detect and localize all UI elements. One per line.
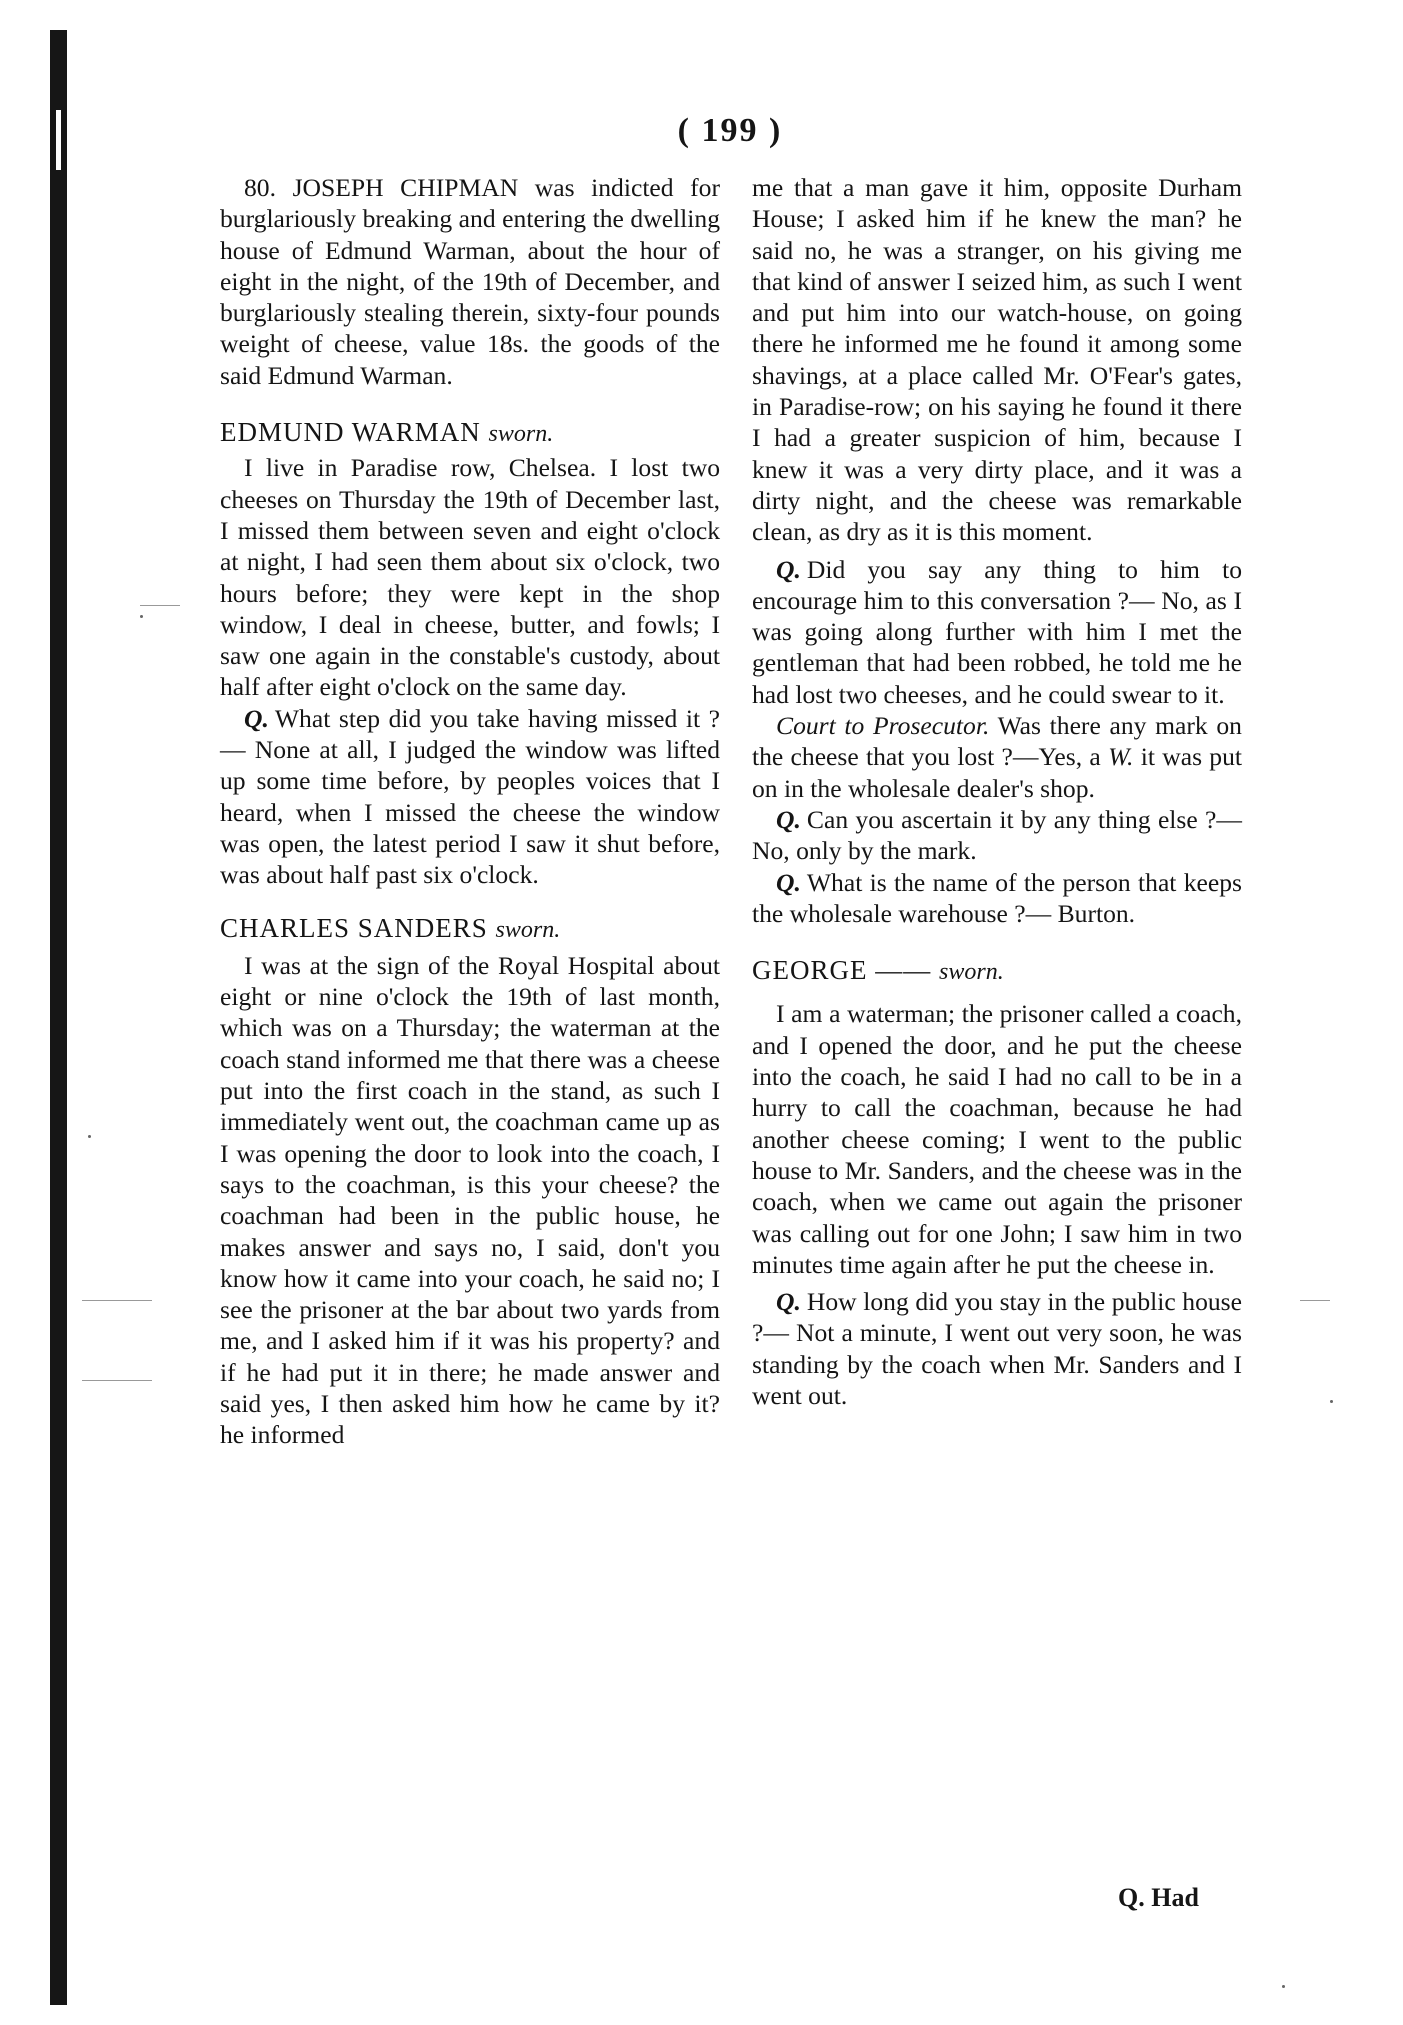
scan-dash (82, 1380, 152, 1381)
scan-dash (1300, 1300, 1330, 1301)
warman-testimony: I live in Paradise row, Chelsea. I lost two cheeses on Thursday the 19th of December last, I missed them between seven and eight o'clock at night, I had seen them about six o'clock, two hours before; they were kept in the shop window, I deal in cheese, butter, and fowls; I saw one again in the constable's custody, about half after eight o'clock on the same day. (220, 453, 720, 702)
question-text: Did you say any thing to him to encourage him to this conversation ?— No, as I was going along further with him I met the gentleman that had been robbed, he told me he had lost two cheeses, and he could swear to it. (752, 554, 1242, 709)
sworn-label: sworn. (488, 421, 554, 448)
scan-speck (1330, 1400, 1333, 1403)
catchword: Q. Had (1118, 1883, 1199, 1912)
sanders-question-1 (752, 554, 1242, 710)
sanders-testimony: I was at the sign of the Royal Hospital about eight or nine o'clock the 19th of last month, which was on a Thursday; the waterman at the coach stand informed me that there was a cheese put into the first coach in the stand, as such I immediately went out, the coachman came up as I was opening the door to look into the coach, I says to the coachman, is this your cheese? the coachman had been in the public house, he makes answer and says no, I said, don't you know how it came into your coach, he said no; I see the prisoner at the bar about two yards from me, and I asked him if it was his property? and if he had put it in there; he made answer and said yes, I then asked him how he came by it? he informed (220, 950, 720, 1450)
page-number: ( 199 ) (677, 112, 783, 149)
question-text: What is the name of the person that keeps the wholesale warehouse ?— Burton. (752, 867, 1242, 928)
mark-letter: W. (1108, 742, 1134, 772)
question-mark: Q. (776, 1287, 801, 1317)
sanders-question-3 (752, 867, 1242, 930)
scan-speck (88, 1135, 91, 1138)
binding-edge (50, 30, 67, 2005)
witness-name: GEORGE —— (752, 955, 932, 986)
question-text: What step did you take having missed it ?— None at all, I judged the window was lifted up some time before, by peoples voices that I heard, when I missed the cheese the window was open, the latest period I saw it shut before, was about half past six o'clock. (220, 703, 720, 890)
scan-dash (82, 1300, 152, 1301)
scan-speck (1282, 1985, 1285, 1988)
left-column (220, 172, 720, 1451)
court-question-text-a: Was there any mark on the cheese that you lost ?—Yes, a (752, 711, 1242, 772)
george-question-1 (752, 1286, 1242, 1411)
witness-heading-george (752, 955, 1242, 988)
question-text: How long did you stay in the public house ?— Not a minute, I went out very soon, he was standing by the coach when Mr. Sanders and I went out. (752, 1287, 1242, 1410)
warman-question-1 (220, 703, 720, 891)
witness-heading-sanders (220, 913, 720, 946)
right-column (752, 172, 1242, 1411)
case-intro: 80. JOSEPH CHIPMAN was indicted for burglariously breaking and entering the dwelling house of Edmund Warman, about the hour of eight in the night, of the 19th of December, and burglariously stealing therein, sixty-four pounds weight of cheese, value 18s. the goods of the said Edmund Warman. (220, 173, 720, 390)
court-question-text-b: it was put on in the wholesale dealer's shop. (752, 742, 1243, 803)
scan-dash (140, 605, 180, 606)
question-text: Can you ascertain it by any thing else ?—No, only by the mark. (752, 804, 1242, 866)
question-mark: Q. (244, 703, 269, 733)
witness-name: EDMUND WARMAN (220, 417, 481, 448)
sworn-label: sworn. (495, 916, 561, 943)
witness-heading-warman (220, 417, 720, 450)
witness-name: CHARLES SANDERS (220, 912, 488, 943)
question-mark: Q. (776, 554, 801, 584)
question-mark: Q. (776, 867, 801, 897)
court-question (752, 710, 1242, 804)
sanders-testimony-continued: me that a man gave it him, opposite Durham House; I asked him if he knew the man? he said no, he was a stranger, on his giving me that kind of answer I seized him, as such I went and put him into our watch-house, on going there he informed me he found it among some shavings, at a place called Mr. O'Fear's gates, in Paradise-row; on his saying he found it there I had a greater suspicion of him, because I knew it was a very dirty place, and it was a dirty night, and the cheese was remarkable clean, as dry as it is this moment. (752, 173, 1242, 547)
scan-speck (140, 615, 143, 618)
sworn-label: sworn. (939, 959, 1004, 986)
court-label: Court to Prosecutor. (776, 711, 990, 741)
question-mark: Q. (776, 804, 801, 834)
sanders-question-2 (752, 804, 1242, 867)
binding-mark (56, 110, 61, 170)
george-testimony: I am a waterman; the prisoner called a coach, and I opened the door, and he put the cheese into the coach, he said I had no call to be in a hurry to call the coachman, because he had another cheese coming; I went to the public house to Mr. Sanders, and the cheese was in the coach, when we came out again the prisoner was calling out for one John; I saw him in two minutes time again after he put the cheese in. (752, 999, 1242, 1279)
